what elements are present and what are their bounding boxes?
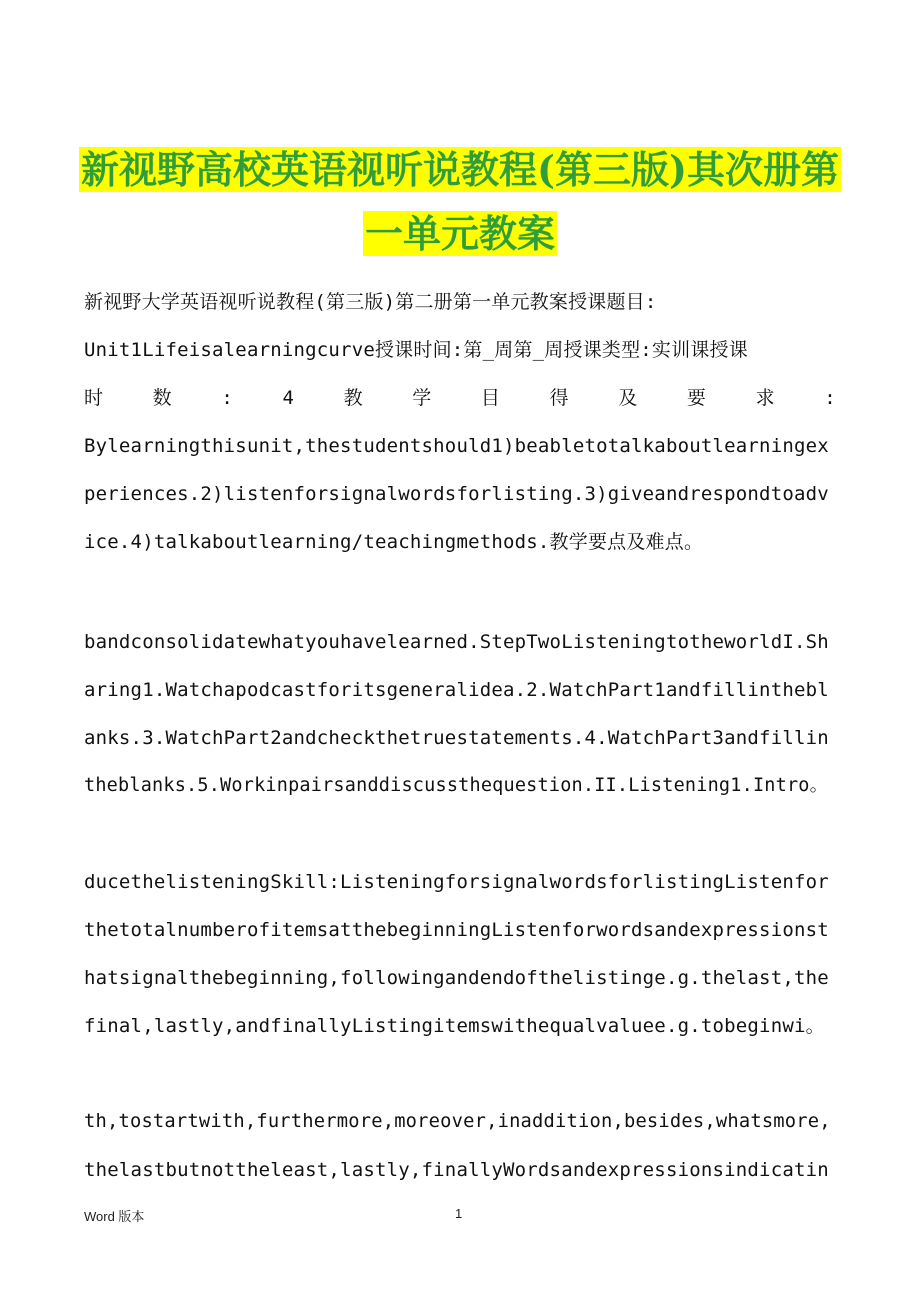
justified-char: 教 [343, 387, 363, 409]
paragraph-1-line-4: Bylearningthisunit,thestudentshould1)beabletotalkaboutlearningex [84, 435, 829, 457]
justified-char: : [824, 387, 836, 409]
paragraph-2-line-4: theblanks.5.Workinpairsanddiscussthequestion.II.Listening1.Intro。 [84, 775, 829, 796]
document-title [60, 138, 860, 266]
paragraph-2-line-2: aring1.Watchapodcastforitsgeneralidea.2.WatchPart1andfillinthebl [84, 679, 829, 701]
justified-char: 学 [412, 387, 432, 409]
paragraph-2-line-3: anks.3.WatchPart2andcheckthetruestatements.4.WatchPart3andfillin [84, 727, 829, 749]
paragraph-3-line-4: final,lastly,andfinallyListingitemswithequalvaluee.g.tobeginwi。 [84, 1015, 825, 1037]
justified-char: 得 [549, 387, 569, 409]
title-line-1: 新视野高校英语视听说教程(第三版)其次册第 [81, 147, 839, 192]
justified-char: 求 [755, 387, 775, 409]
footer-page-number: 1 [455, 1206, 463, 1221]
paragraph-4-line-1: th,tostartwith,furthermore,moreover,inaddition,besides,whatsmore, [84, 1111, 831, 1132]
justified-char: 目 [480, 387, 501, 409]
paragraph-3 [84, 858, 836, 1050]
title-line-2: 一单元教案 [364, 211, 555, 256]
justified-char: 及 [618, 387, 638, 409]
paragraph-1-line-1: 新视野大学英语视听说教程(第三版)第二册第一单元教案授课题目: [84, 291, 657, 313]
paragraph-4-line-2: thelastbutnottheleast,lastly,finallyWordsandexpressionsindicatin [84, 1159, 829, 1181]
paragraph-1 [84, 278, 836, 566]
paragraph-4 [84, 1098, 836, 1194]
justified-char: 时 [84, 387, 104, 409]
paragraph-3-line-2: thetotalnumberofitemsatthebeginningListenforwordsandexpressionst [84, 919, 829, 941]
paragraph-1-line-2: Unit1Lifeisalearningcurve授课时间:第_周第_周授课类型:实训课授课 [84, 339, 748, 361]
footer-version-label: Word 版本 [84, 1209, 145, 1224]
paragraph-1-line-3 [84, 374, 836, 422]
paragraph-1-line-5: periences.2)listenforsignalwordsforlisting.3)giveandrespondtoadv [84, 483, 829, 505]
paragraph-1-line-6: ice.4)talkaboutlearning/teachingmethods.教学要点及难点。 [84, 531, 704, 553]
paragraph-3-line-3: hatsignalthebeginning,followingandendofthelistinge.g.thelast,the [84, 967, 829, 989]
justified-char: : [221, 387, 233, 409]
justified-char: 数 [152, 387, 172, 409]
paragraph-3-line-1: ducethelisteningSkill:ListeningforsignalwordsforlistingListenfor [84, 871, 829, 893]
paragraph-2-line-1: bandconsolidatewhatyouhavelearned.StepTwoListeningtotheworldI.Sh [84, 631, 829, 653]
justified-char: 要 [686, 387, 707, 409]
justified-char: 4 [282, 387, 295, 409]
paragraph-2 [84, 618, 836, 810]
